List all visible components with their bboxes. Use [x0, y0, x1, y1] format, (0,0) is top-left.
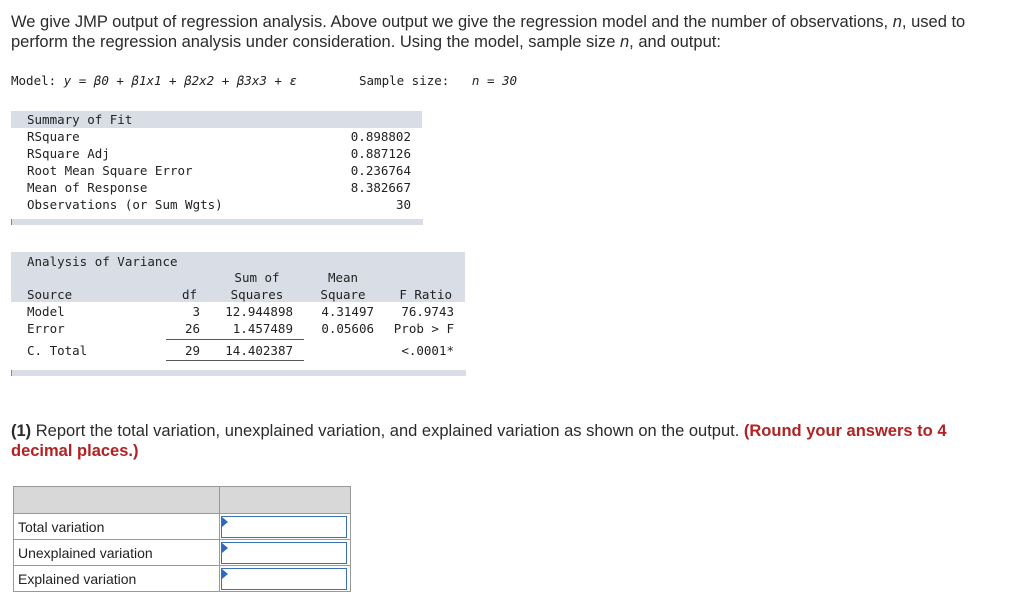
- answer-cell: [220, 566, 351, 592]
- sample-size-line: [359, 73, 517, 88]
- anova-row-ss: 1.457489: [232, 321, 293, 336]
- anova-header-source: Source: [27, 287, 73, 302]
- answer-header-cell: [14, 487, 220, 514]
- summary-row-value: 0.236764: [350, 163, 411, 178]
- summary-row-label: Observations (or Sum Wgts): [27, 197, 223, 212]
- anova-title: Analysis of Variance: [27, 254, 178, 269]
- anova-header-ms-bottom: Square: [320, 287, 366, 302]
- summary-row-value: 8.382667: [350, 180, 411, 195]
- anova-row-df: 3: [192, 304, 200, 319]
- input-marker-icon: [222, 517, 228, 527]
- model-equation: y = β0 + β1x1 + β2x2 + β3x3 + ε: [63, 73, 297, 88]
- anova-row-ss: 14.402387: [225, 343, 293, 358]
- summary-row-value: 0.898802: [350, 129, 411, 144]
- anova-row-f: Prob > F: [393, 321, 454, 336]
- anova-row-df: 26: [184, 321, 200, 336]
- summary-row-label: Root Mean Square Error: [27, 163, 193, 178]
- question-number: (1): [11, 422, 32, 440]
- summary-row-label: Mean of Response: [27, 180, 148, 195]
- anova-row-ms: 4.31497: [321, 304, 374, 319]
- anova-row-source: Error: [27, 321, 65, 336]
- anova-row-source: C. Total: [27, 343, 88, 358]
- summary-row-label: RSquare Adj: [27, 146, 110, 161]
- anova-row-f: <.0001*: [401, 343, 454, 358]
- summary-of-fit-panel: [11, 111, 422, 227]
- answer-table-header: [14, 487, 351, 514]
- answer-table: [13, 486, 351, 592]
- intro-text-1: We give JMP output of regression analysis. Above output we give the regression model and the number of observations,: [11, 13, 893, 31]
- answer-row: [14, 566, 351, 592]
- unexplained-variation-input-box: [221, 542, 347, 564]
- question-body: Report the total variation, unexplained variation, and explained variation as shown on the output.: [31, 422, 744, 440]
- question-text: [11, 421, 1011, 461]
- sample-size-value: n = 30: [471, 73, 518, 88]
- n-symbol: n: [619, 33, 630, 51]
- anova-row-df: 29: [184, 343, 200, 358]
- anova-row-f: 76.9743: [401, 304, 454, 319]
- model-label: Model:: [11, 73, 64, 88]
- answer-cell: [220, 540, 351, 566]
- input-marker-icon: [222, 569, 228, 579]
- answer-header-cell: [220, 487, 351, 514]
- anova-header-ss-bottom: Squares: [230, 287, 284, 302]
- rounding-instruction: (Round your answers to 4 decimal places.): [11, 422, 947, 460]
- anova-footer-band: [11, 370, 466, 376]
- explained-variation-input[interactable]: [222, 569, 346, 587]
- input-marker-icon: [222, 543, 228, 553]
- answer-row-label: Total variation: [14, 514, 220, 540]
- n-symbol: n: [892, 13, 902, 31]
- answer-cell: [220, 514, 351, 540]
- total-variation-input-box: [221, 516, 347, 538]
- anova-row-source: Model: [27, 304, 65, 319]
- sample-size-label: Sample size:: [359, 73, 450, 88]
- anova-sum-rule: [166, 339, 304, 340]
- summary-row-value: 0.887126: [350, 146, 411, 161]
- intro-text-2: , used to perform the regression analysis under consideration. Using the model, sample size: [11, 13, 966, 51]
- model-line: [11, 73, 297, 88]
- answer-row-label: Unexplained variation: [14, 540, 220, 566]
- anova-total-rule: [166, 360, 304, 361]
- unexplained-variation-input[interactable]: [222, 543, 346, 561]
- anova-header-df: df: [181, 287, 197, 302]
- anova-row-ss: 12.944898: [225, 304, 293, 319]
- anova-row-ms: 0.05606: [321, 321, 374, 336]
- summary-row-value: 30: [395, 197, 411, 212]
- anova-header-ms-top: Mean: [327, 270, 359, 285]
- anova-header-f: F Ratio: [399, 287, 452, 302]
- answer-row: [14, 540, 351, 566]
- summary-row-label: RSquare: [27, 129, 80, 144]
- intro-text-3: , and output:: [629, 33, 721, 51]
- total-variation-input[interactable]: [222, 517, 346, 535]
- intro-paragraph: [11, 12, 1011, 52]
- answer-row-label: Explained variation: [14, 566, 220, 592]
- anova-panel: [11, 252, 465, 378]
- summary-footer-band: [11, 219, 423, 225]
- anova-header-ss-top: Sum of: [234, 270, 280, 285]
- explained-variation-input-box: [221, 568, 347, 590]
- answer-row: [14, 514, 351, 540]
- summary-title: Summary of Fit: [27, 112, 133, 127]
